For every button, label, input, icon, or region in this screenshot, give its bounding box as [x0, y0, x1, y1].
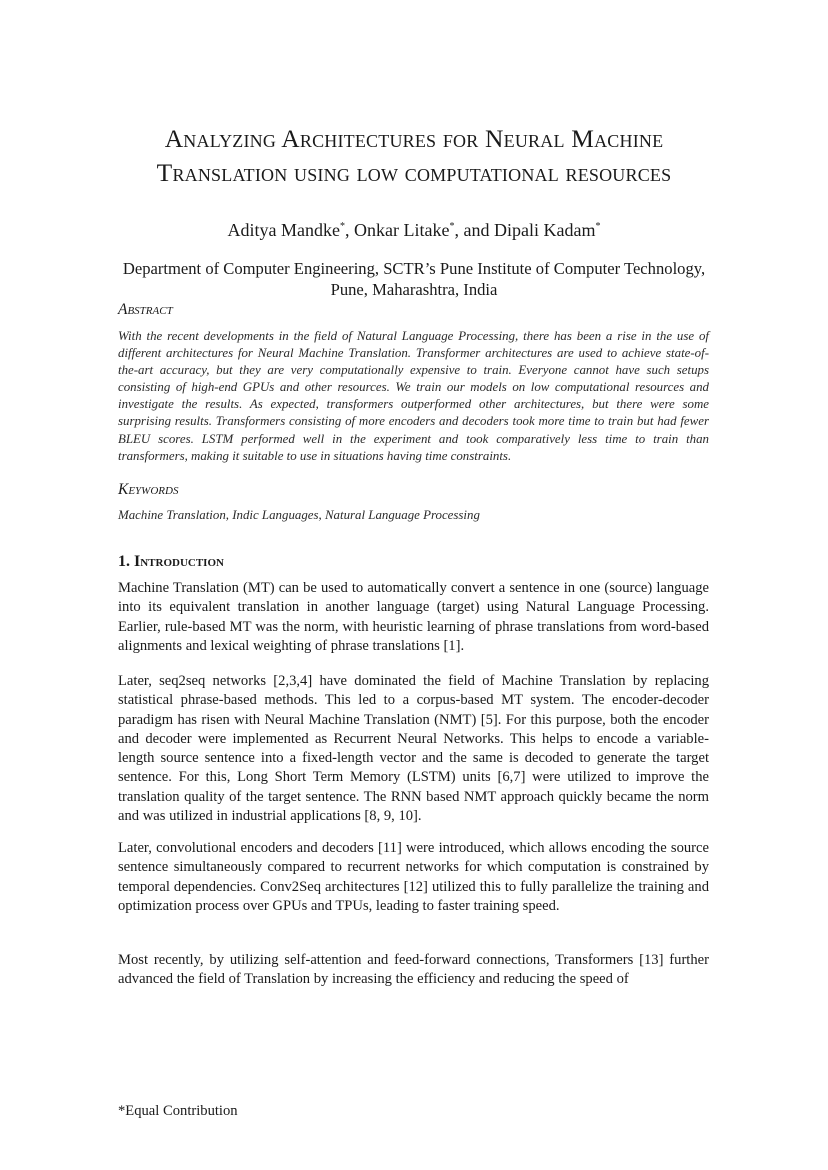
equal-contribution-mark: *: [449, 221, 455, 232]
abstract-text: With the recent developments in the field of Natural Language Processing, there has been a rise in the use of different architectures for Neural Machine Translation. Transformer architectures are used to achieve state-of-the-art accuracy, but they are very computationally expensive to train. Everyone cannot have such setups consisting of high-end GPUs and other resources. We train our models on low computational resources and investigate the results. As expected, transformers outperformed other architectures, but there were some surprising results. Transformers consisting of more encoders and decoders took more time to train but had fewer BLEU scores. LSTM performed well in the experiment and took comparatively less time to train than transformers, making it suitable to use in situations having time constraints.: [118, 329, 709, 463]
author-separator: ,: [345, 220, 355, 240]
author-separator: , and: [454, 220, 494, 240]
body-paragraph: Later, convolutional encoders and decoders [11] were introduced, which allows encoding the source sentence simultaneously compared to recurrent networks for which computation is constrained by temporal dependencies. Conv2Seq architectures [12] utilized this to fully parallelize the training and optimization process over GPUs and TPUs, leading to faster training speed.: [118, 840, 709, 914]
equal-contribution-mark: *: [340, 221, 346, 232]
affiliation-line: Pune, Maharashtra, India: [330, 280, 498, 299]
keywords-text: Machine Translation, Indic Languages, Natural Language Processing: [118, 508, 480, 522]
introduction-heading: 1. Introduction: [118, 553, 224, 570]
author-name: Dipali Kadam: [493, 220, 596, 240]
footnote: *Equal Contribution: [118, 1103, 238, 1119]
affiliation: [100, 258, 728, 300]
author-list: [100, 219, 728, 241]
body-paragraph: Most recently, by utilizing self-attention and feed-forward connections, Transformers [13] further advanced the field of Translation by increasing the efficiency and reducing the speed of: [118, 952, 709, 988]
keywords-heading: Keywords: [118, 481, 179, 498]
abstract-heading: Abstract: [118, 301, 173, 318]
body-paragraph: Machine Translation (MT) can be used to automatically convert a sentence in one (source) language into its equivalent translation in another language (target) using Natural Language Processing. Earlier, rule-based MT was the norm, with heuristic learning of phrase translations from word-based alignments and lexical weighting of phrase translations [1].: [118, 580, 709, 654]
equal-contribution-mark: *: [595, 221, 601, 232]
author-name: Onkar Litake: [354, 220, 450, 240]
body-paragraph: Later, seq2seq networks [2,3,4] have dominated the field of Machine Translation by replacing statistical phrase-based methods. This led to a corpus-based MT system. The encoder-decoder paradigm has risen with Neural Machine Translation (NMT) [5]. For this purpose, both the encoder and decoder were implemented as Recurrent Neural Networks. This helps to encode a variable-length source sentence into a fixed-length vector and the same is decoded to generate the target sentence. For this, Long Short Term Memory (LSTM) units [6,7] were utilized to improve the translation quality of the target sentence. The RNN based NMT approach quickly became the norm and was utilized in industrial applications [8, 9, 10].: [118, 673, 709, 825]
paper-title: Analyzing Architectures for Neural Machine Translation using low computational resources: [156, 124, 672, 187]
affiliation-line: Department of Computer Engineering, SCTR’s Pune Institute of Computer Technology,: [122, 259, 706, 278]
author-name: Aditya Mandke: [227, 220, 341, 240]
